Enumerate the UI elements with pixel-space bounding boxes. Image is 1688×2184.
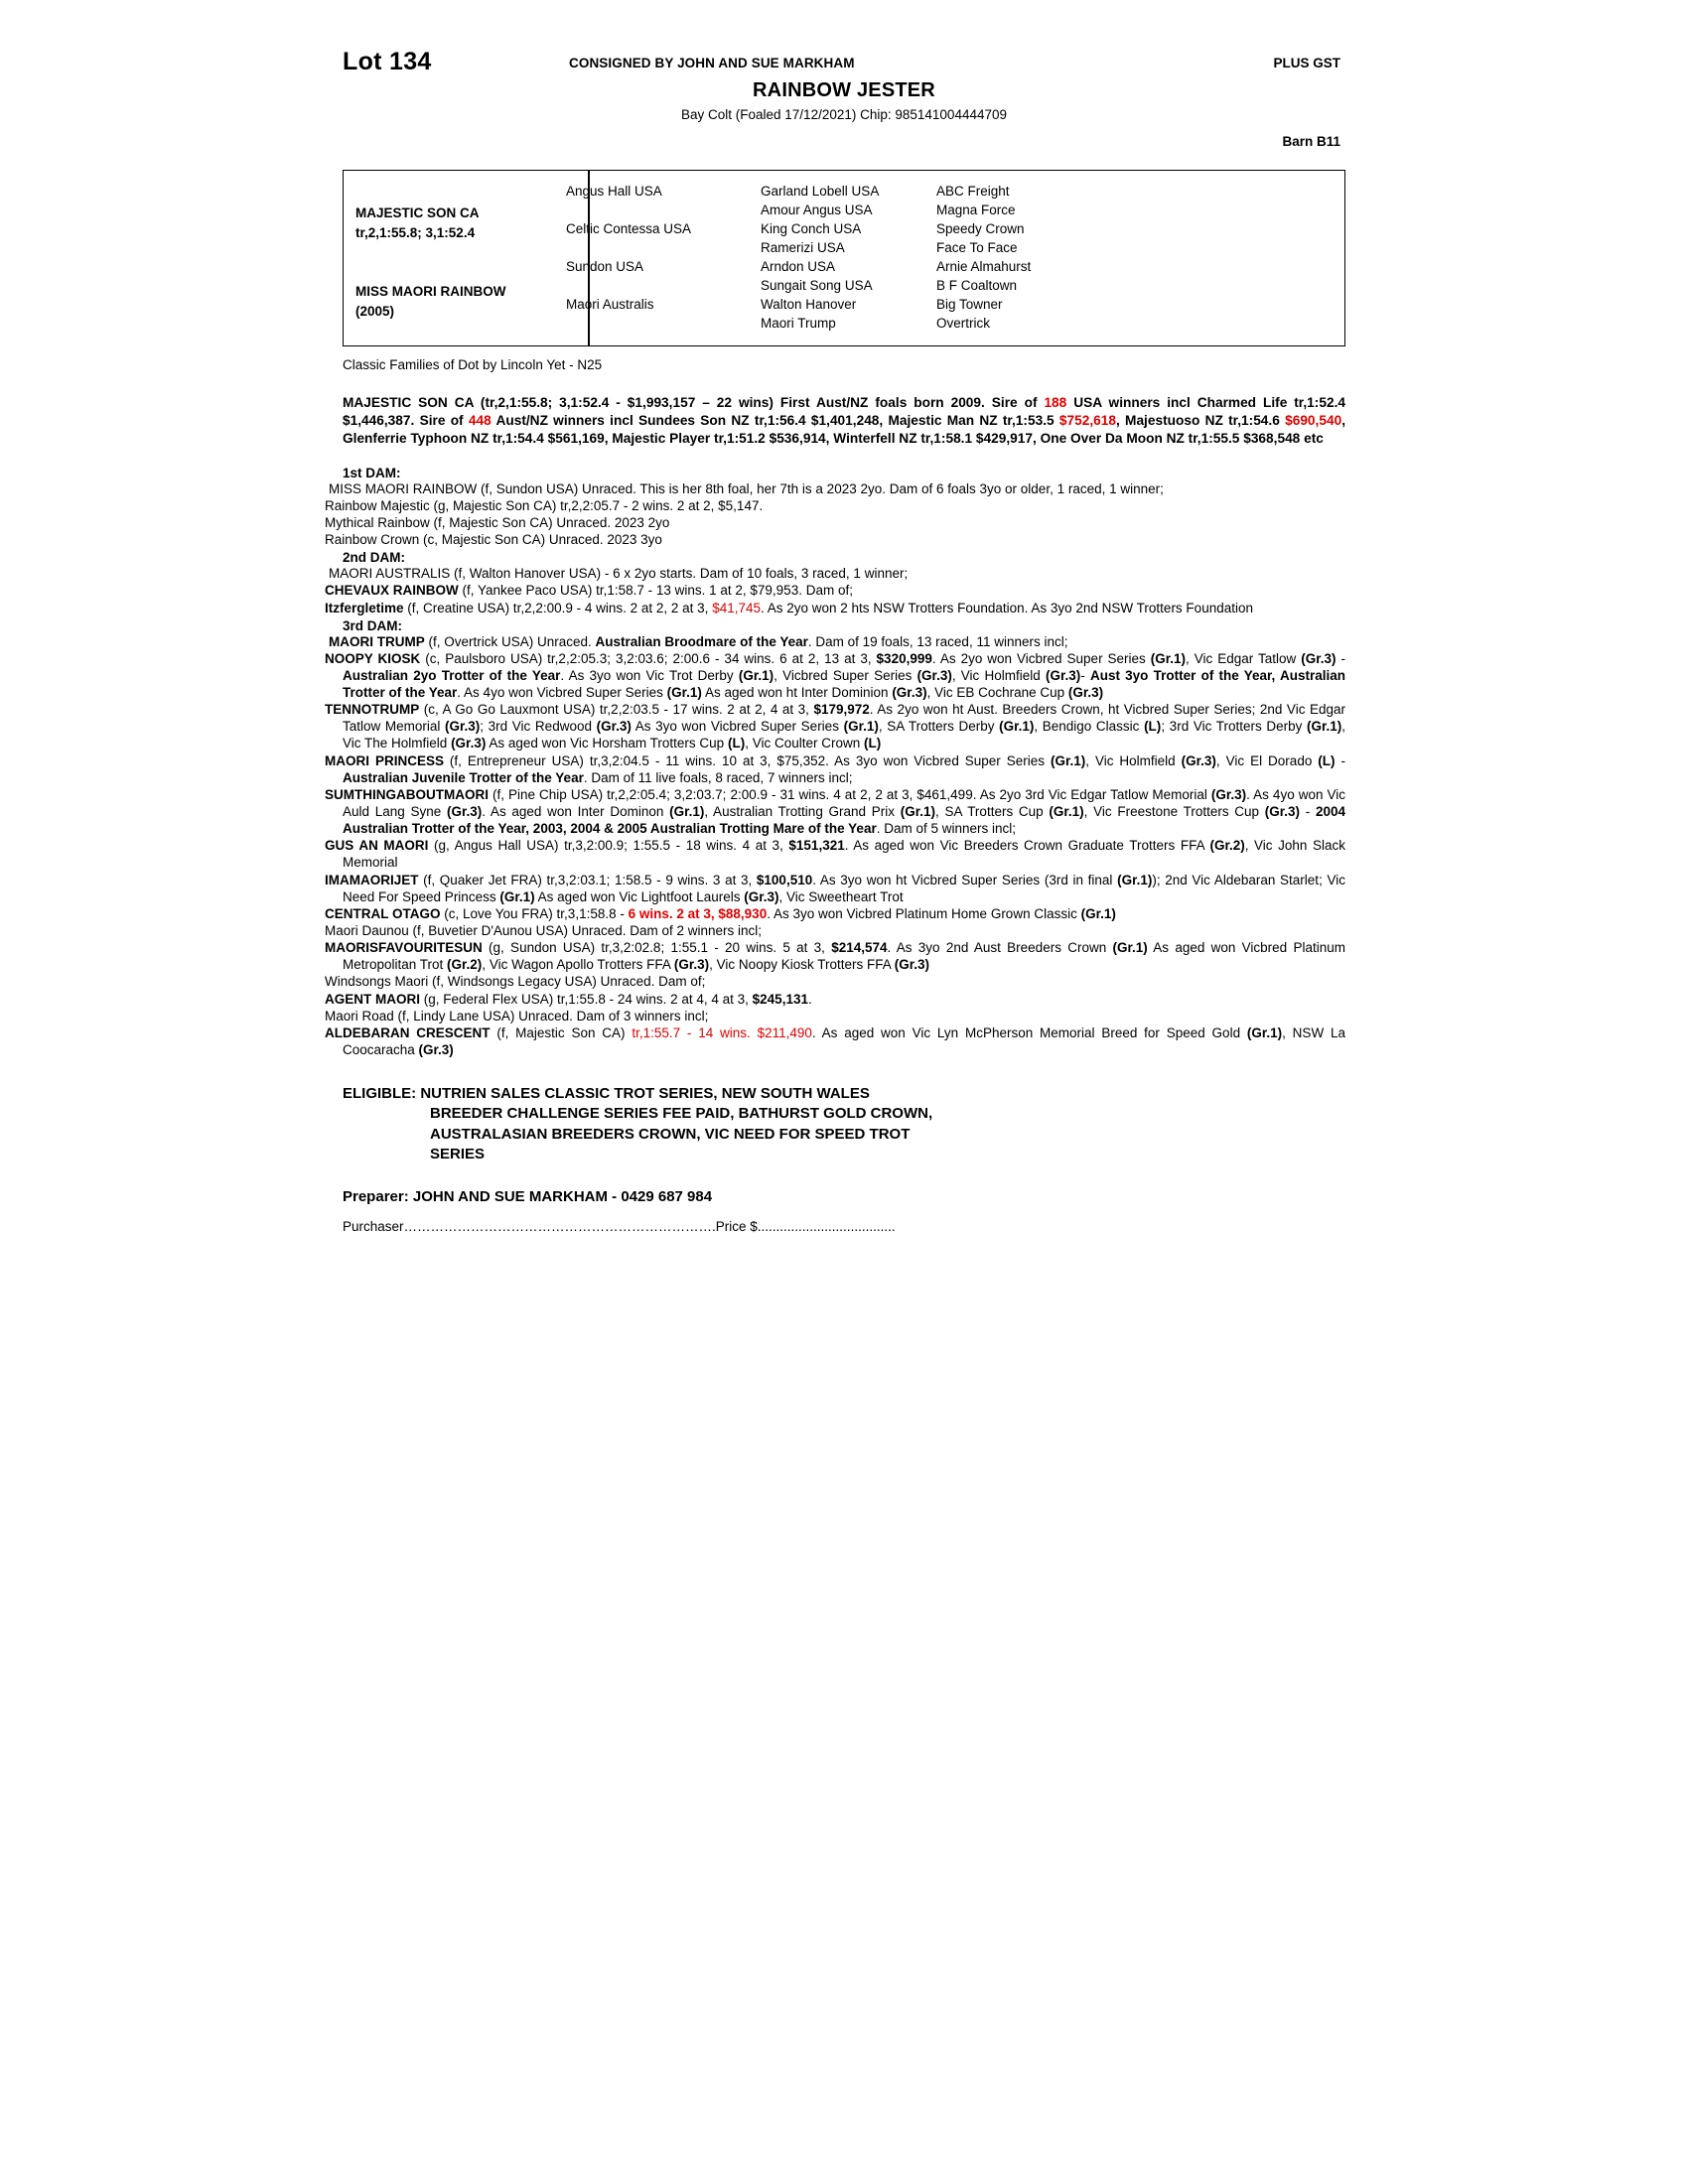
consignor-label: CONSIGNED BY JOHN AND SUE MARKHAM: [569, 56, 855, 70]
agent-earnings: $245,131: [752, 991, 808, 1007]
windsongs-maori-line: Windsongs Maori (f, Windsongs Legacy USA) Unraced. Dam of;: [325, 974, 706, 990]
gen4-1: ABC Freight: [936, 184, 1010, 199]
first-dam-line-4: Rainbow Crown (c, Majestic Son CA) Unraced. 2023 3yo: [325, 532, 662, 548]
gen4-2: Magna Force: [936, 203, 1016, 217]
noopy-v: (Gr.3): [1067, 685, 1104, 701]
gen4-6: B F Coaltown: [936, 278, 1018, 293]
second-dam-heading: 2nd DAM:: [343, 550, 405, 566]
gen3-6: Sungait Song USA: [761, 278, 873, 293]
first-dam-line-2: Rainbow Majestic (g, Majestic Son CA) tr,2,2:05.7 - 2 wins. 2 at 2, $5,147.: [325, 497, 764, 513]
tenno-s: , Vic Coulter Crown: [745, 736, 864, 751]
page-header: [343, 40, 1345, 149]
tenno-r: (L): [727, 736, 746, 751]
noopy-m: , Vic Holmfield: [951, 667, 1046, 683]
noopy-award-2yo: Australian 2yo Trotter of the Year: [343, 667, 561, 683]
maori-road-line: Maori Road (f, Lindy Lane USA) Unraced. Dam of 3 winners incl;: [325, 1008, 709, 1024]
agent-c: .: [807, 991, 812, 1007]
sumthing-c: . As 4yo won Vic Auld Lang Syne: [343, 786, 1345, 820]
sire-dam: Celtic Contessa USA: [566, 221, 692, 236]
itzfergletime-earnings: $41,745: [712, 600, 761, 615]
tenno-f: (Gr.3): [596, 719, 632, 735]
gus-e: , Vic John Slack Memorial: [343, 838, 1346, 871]
noopy-r: (Gr.1): [666, 685, 702, 701]
maori-trump-a: (f, Overtrick USA) Unraced.: [424, 633, 596, 649]
gus-a: (g, Angus Hall USA) tr,3,2:00.9; 1:55.5 - 18 wins. 4 at 3,: [428, 838, 789, 854]
sire-summary-part5: , Glenferrie Typhoon NZ tr,1:54.4 $561,169, Majestic Player tr,1:51.2 $536,914, Winterfell NZ tr,1:58.1 $429,917, One Over Da Moon NZ tr,1:55.5 $368,548 etc: [343, 413, 1345, 447]
gen3-1: Garland Lobell USA: [761, 184, 880, 199]
tenno-j: (Gr.1): [999, 719, 1035, 735]
pedigree-table: [343, 170, 1345, 346]
maori-princess-name: MAORI PRINCESS: [325, 752, 444, 768]
maorisfav-i: , Vic Noopy Kiosk Trotters FFA: [709, 957, 895, 973]
gen3-7: Walton Hanover: [761, 297, 857, 312]
noopy-j: (Gr.1): [738, 667, 774, 683]
princess-d: (Gr.3): [1181, 752, 1216, 768]
maorisfavouritesun-name: MAORISFAVOURITESUN: [325, 940, 483, 956]
sumthing-i: , SA Trotters Cup: [935, 804, 1050, 820]
maorisfav-earnings: $214,574: [831, 940, 888, 956]
purchaser-line: Purchaser…………………………………………………………….Price $.....................................: [343, 1219, 896, 1235]
tenno-e: ; 3rd Vic Redwood: [480, 719, 597, 735]
third-dam-heading: 3rd DAM:: [343, 617, 402, 633]
noopy-d: (Gr.1): [1150, 650, 1187, 666]
first-dam-line-1: MISS MAORI RAINBOW (f, Sundon USA) Unraced. This is her 8th foal, her 7th is a 2023 2yo. Dam of 6 foals 3yo or older, 1 raced, 1 winner;: [329, 480, 1164, 496]
tenno-k: , Bendigo Classic: [1034, 719, 1145, 735]
sire-name: MAJESTIC SON CA: [355, 205, 480, 220]
itzfergletime-name: Itzfergletime: [325, 600, 404, 615]
sire-summary-block: [343, 394, 1345, 449]
imamaorijet-earnings: $100,510: [756, 872, 813, 887]
noopy-kiosk-line: [325, 650, 1346, 701]
tenno-q: As aged won Vic Horsham Trotters Cup: [486, 736, 728, 751]
first-dam-line-3: Mythical Rainbow (f, Majestic Son CA) Unraced. 2023 2yo: [325, 514, 670, 530]
maorisfav-c: . As 3yo 2nd Aust Breeders Crown: [887, 940, 1113, 956]
noopy-award-3yo: Aust 3yo Trotter of the Year, Australian Trotter of the Year: [343, 667, 1346, 701]
princess-e: , Vic El Dorado: [1215, 752, 1319, 768]
sire-sire: Angus Hall USA: [566, 184, 662, 199]
eligible-block: [343, 1084, 1345, 1164]
noopy-t: (Gr.3): [892, 685, 927, 701]
aldebaran-b: . As aged won Vic Lyn McPherson Memorial Breed for Speed Gold: [811, 1024, 1247, 1040]
gen3-5: Arndon USA: [761, 259, 836, 274]
noopy-e: , Vic Edgar Tatlow: [1186, 650, 1302, 666]
noopy-u: , Vic EB Cochrane Cup: [926, 685, 1068, 701]
itzfergletime-detail-a: (f, Creatine USA) tr,2,2:00.9 - 4 wins. 2 at 2, 2 at 3,: [403, 600, 713, 615]
aldebaran-record: tr,1:55.7 - 14 wins. $211,490: [632, 1024, 812, 1040]
barn-label: Barn B11: [1282, 134, 1340, 149]
maorisfav-e: As aged won Vicbred Platinum Metropolitan Trot: [343, 940, 1345, 973]
gus-an-maori-line: [325, 837, 1346, 871]
majestic-man-earnings: $752,618: [1058, 413, 1116, 429]
dam-dam: Maori Australis: [566, 297, 654, 312]
tenno-o: , Vic The Holmfield: [343, 719, 1345, 751]
classic-families-line: Classic Families of Dot by Lincoln Yet - N25: [343, 357, 603, 372]
eligible-line-4: SERIES: [430, 1145, 486, 1162]
eligible-line-2: BREEDER CHALLENGE SERIES FEE PAID, BATHURST GOLD CROWN,: [430, 1105, 933, 1123]
gen4-4: Face To Face: [936, 240, 1018, 255]
sumthingaboutmaori-line: [325, 786, 1346, 837]
noopy-kiosk-name: NOOPY KIOSK: [325, 650, 421, 666]
noopy-f: (Gr.3): [1301, 650, 1336, 666]
central-otago-record: 6 wins. 2 at 3, $88,930: [628, 905, 768, 921]
sire-usa-winner-count: 188: [1044, 395, 1067, 410]
maori-princess-line: [325, 752, 1345, 786]
imamaorijet-e: ); 2nd Vic Aldebaran Starlet; Vic Need For Speed Princess: [343, 872, 1345, 904]
noopy-s: As aged won ht Inter Dominion: [701, 685, 893, 701]
noopy-i: . As 3yo won Vic Trot Derby: [560, 667, 739, 683]
majestuoso-earnings: $690,540: [1285, 413, 1342, 429]
tenno-d: (Gr.3): [445, 719, 481, 735]
maorisfav-h: (Gr.3): [673, 957, 710, 973]
chevaux-rainbow-detail: (f, Yankee Paco USA) tr,1:58.7 - 13 wins. 1 at 2, $79,953. Dam of;: [458, 583, 853, 599]
imamaorijet-c: . As 3yo won ht Vicbred Super Series (3rd in final: [812, 872, 1118, 887]
chevaux-rainbow-name: CHEVAUX RAINBOW: [325, 583, 459, 599]
sumthing-l: (Gr.3): [1264, 804, 1301, 820]
sumthing-k: , Vic Freestone Trotters Cup: [1083, 804, 1265, 820]
imamaorijet-g: As aged won Vic Lightfoot Laurels: [534, 888, 745, 904]
second-dam-line: MAORI AUSTRALIS (f, Walton Hanover USA) - 6 x 2yo starts. Dam of 10 foals, 3 raced, 1 winner;: [329, 566, 909, 582]
princess-f: (L): [1318, 752, 1336, 768]
aldebaran-d: , NSW La Coocaracha: [343, 1024, 1345, 1058]
tennotrump-line: [325, 701, 1345, 751]
noopy-l: (Gr.3): [916, 667, 952, 683]
sumthing-a: (f, Pine Chip USA) tr,2,2:05.4; 3,2:03.7; 2:00.9 - 31 wins. 4 at 2, 2 at 3, $461,499. As 2yo 3rd Vic Edgar Tatlow Memorial: [489, 786, 1211, 802]
lot-number: Lot 134: [343, 48, 432, 75]
princess-b: (Gr.1): [1050, 752, 1086, 768]
tenno-m: ; 3rd Vic Trotters Derby: [1161, 719, 1307, 735]
princess-c: , Vic Holmfield: [1085, 752, 1182, 768]
sumthing-f: (Gr.1): [669, 804, 705, 820]
noopy-k: , Vicbred Super Series: [774, 667, 917, 683]
tenno-c: . As 2yo won ht Aust. Breeders Crown, ht Vicbred Super Series; 2nd Vic Edgar Tatlow Memorial: [343, 702, 1345, 735]
tennotrump-name: TENNOTRUMP: [325, 702, 420, 718]
sumthing-g: , Australian Trotting Grand Prix: [704, 804, 901, 820]
central-otago-a: (c, Love You FRA) tr,3,1:58.8 -: [440, 905, 629, 921]
gus-d: (Gr.2): [1209, 838, 1245, 854]
maori-trump-name: MAORI TRUMP: [329, 633, 425, 649]
gen3-3: King Conch USA: [761, 221, 862, 236]
noopy-n: (Gr.3): [1045, 667, 1081, 683]
sumthing-h: (Gr.1): [900, 804, 935, 820]
chevaux-rainbow-line: [325, 582, 1345, 599]
plus-gst-label: PLUS GST: [1273, 56, 1340, 70]
tenno-i: , SA Trotters Derby: [878, 719, 1000, 735]
maorisfav-a: (g, Sundon USA) tr,3,2:02.8; 1:55.1 - 20 wins. 5 at 3,: [482, 940, 832, 956]
noopy-q: . As 4yo won Vicbred Super Series: [457, 685, 667, 701]
princess-i: . Dam of 11 live foals, 8 raced, 7 winners incl;: [583, 769, 853, 785]
maorisfav-f: (Gr.2): [447, 957, 483, 973]
tenno-n: (Gr.1): [1306, 719, 1342, 735]
aldebaran-crescent-line: [325, 1024, 1345, 1058]
gus-an-maori-name: GUS AN MAORI: [325, 838, 429, 854]
sire-record: tr,2,1:55.8; 3,1:52.4: [355, 225, 476, 240]
aldebaran-c: (Gr.1): [1246, 1024, 1283, 1040]
sire-summary-part1: MAJESTIC SON CA (tr,2,1:55.8; 3,1:52.4 - $1,993,157 – 22 wins) First Aust/NZ foals born 2009. Sire of: [343, 395, 1045, 410]
gen4-7: Big Towner: [936, 297, 1003, 312]
aldebaran-a: (f, Majestic Son CA): [490, 1024, 633, 1040]
central-otago-name: CENTRAL OTAGO: [325, 905, 441, 921]
gus-earnings: $151,321: [788, 838, 845, 854]
tenno-a: (c, A Go Go Lauxmont USA) tr,2,2:03.5 - 17 wins. 2 at 2, 4 at 3,: [419, 702, 814, 718]
maorisfav-g: , Vic Wagon Apollo Trotters FFA: [482, 957, 674, 973]
gus-c: . As aged won Vic Breeders Crown Graduate Trotters FFA: [844, 838, 1210, 854]
tenno-h: (Gr.1): [843, 719, 879, 735]
gen4-3: Speedy Crown: [936, 221, 1025, 236]
dam-sire: Sundon USA: [566, 259, 644, 274]
aldebaran-crescent-name: ALDEBARAN CRESCENT: [325, 1024, 491, 1040]
horse-description: Bay Colt (Foaled 17/12/2021) Chip: 985141004444709: [681, 107, 1007, 122]
first-dam-heading: 1st DAM:: [343, 465, 401, 480]
maori-trump-award: Australian Broodmare of the Year: [595, 633, 808, 649]
imamaorijet-line: [325, 872, 1345, 905]
princess-g: -: [1335, 752, 1345, 768]
maori-trump-c: . Dam of 19 foals, 13 raced, 11 winners incl;: [807, 633, 1068, 649]
sumthing-o: . Dam of 5 winners incl;: [876, 821, 1017, 837]
tenno-t: (L): [864, 736, 882, 751]
maori-trump-line: [329, 633, 1345, 650]
tenno-g: As 3yo won Vicbred Super Series: [631, 719, 844, 735]
sumthing-j: (Gr.1): [1049, 804, 1084, 820]
sumthing-d: (Gr.3): [446, 804, 483, 820]
gen4-8: Overtrick: [936, 316, 990, 331]
sumthing-m: -: [1300, 804, 1316, 820]
noopy-c: . As 2yo won Vicbred Super Series: [931, 650, 1151, 666]
imamaorijet-name: IMAMAORIJET: [325, 872, 419, 887]
central-otago-c: (Gr.1): [1080, 905, 1116, 921]
itzfergletime-detail-b: . As 2yo won 2 hts NSW Trotters Foundation. As 3yo 2nd NSW Trotters Foundation: [761, 600, 1253, 615]
catalogue-sheet: [325, 40, 1346, 1235]
itzfergletime-line: [325, 600, 1345, 616]
sire-anz-winner-count: 448: [468, 413, 492, 429]
princess-award: Australian Juvenile Trotter of the Year: [343, 769, 584, 785]
imamaorijet-h: (Gr.3): [744, 888, 779, 904]
sumthing-b: (Gr.3): [1210, 786, 1247, 802]
princess-a: (f, Entrepreneur USA) tr,3,2:04.5 - 11 wins. 10 at 3, $75,352. As 3yo won Vicbred Super Series: [443, 752, 1051, 768]
maorisfav-d: (Gr.1): [1112, 940, 1148, 956]
central-otago-b: . As 3yo won Vicbred Platinum Home Grown Classic: [767, 905, 1081, 921]
noopy-g: -: [1336, 650, 1345, 666]
maorisfavouritesun-line: [325, 939, 1345, 973]
preparer-line: Preparer: JOHN AND SUE MARKHAM - 0429 687 984: [343, 1188, 713, 1206]
maori-daunou-line: Maori Daunou (f, Buvetier D'Aunou USA) Unraced. Dam of 2 winners incl;: [325, 923, 763, 939]
gen3-2: Amour Angus USA: [761, 203, 873, 217]
sumthingaboutmaori-name: SUMTHINGABOUTMAORI: [325, 786, 489, 802]
maorisfav-j: (Gr.3): [894, 957, 930, 973]
sumthing-awards: 2004 Australian Trotter of the Year, 2003, 2004 & 2005 Australian Trotting Mare of the Year: [343, 804, 1346, 837]
imamaorijet-a: (f, Quaker Jet FRA) tr,3,2:03.1; 1:58.5 - 9 wins. 3 at 3,: [418, 872, 757, 887]
agent-a: (g, Federal Flex USA) tr,1:55.8 - 24 wins. 2 at 4, 4 at 3,: [420, 991, 753, 1007]
gen3-4: Ramerizi USA: [761, 240, 845, 255]
tenno-earnings: $179,972: [813, 702, 870, 718]
aldebaran-e: (Gr.3): [418, 1042, 454, 1058]
eligible-line-1: ELIGIBLE: NUTRIEN SALES CLASSIC TROT SERIES, NEW SOUTH WALES: [343, 1085, 870, 1103]
noopy-earnings: $320,999: [876, 650, 932, 666]
tenno-p: (Gr.3): [451, 736, 487, 751]
gen4-5: Arnie Almahurst: [936, 259, 1032, 274]
agent-maori-name: AGENT MAORI: [325, 991, 420, 1007]
eligible-line-3: AUSTRALASIAN BREEDERS CROWN, VIC NEED FOR SPEED TROT: [430, 1125, 911, 1143]
horse-name: RAINBOW JESTER: [753, 79, 935, 101]
sumthing-e: . As aged won Inter Dominon: [482, 804, 670, 820]
noopy-o: -: [1080, 667, 1090, 683]
dam-name: MISS MAORI RAINBOW: [355, 284, 506, 299]
central-otago-line: [325, 905, 1345, 922]
gen3-8: Maori Trump: [761, 316, 836, 331]
dam-year: (2005): [355, 304, 395, 319]
imamaorijet-d: (Gr.1): [1117, 872, 1153, 887]
imamaorijet-f: (Gr.1): [499, 888, 535, 904]
imamaorijet-i: , Vic Sweetheart Trot: [778, 888, 904, 904]
agent-maori-line: [325, 991, 1345, 1008]
sire-summary-part3: Aust/NZ winners incl Sundees Son NZ tr,1:56.4 $1,401,248, Majestic Man NZ tr,1:53.5: [491, 413, 1059, 429]
tenno-l: (L): [1144, 719, 1162, 735]
sire-summary-part2: USA winners incl Charmed Life tr,1:52.4 $1,446,387. Sire of: [343, 395, 1345, 429]
sire-summary-part4: , Majestuoso NZ tr,1:54.6: [1115, 413, 1286, 429]
noopy-a: (c, Paulsboro USA) tr,2,2:05.3; 3,2:03.6; 2:00.6 - 34 wins. 6 at 2, 13 at 3,: [420, 650, 877, 666]
